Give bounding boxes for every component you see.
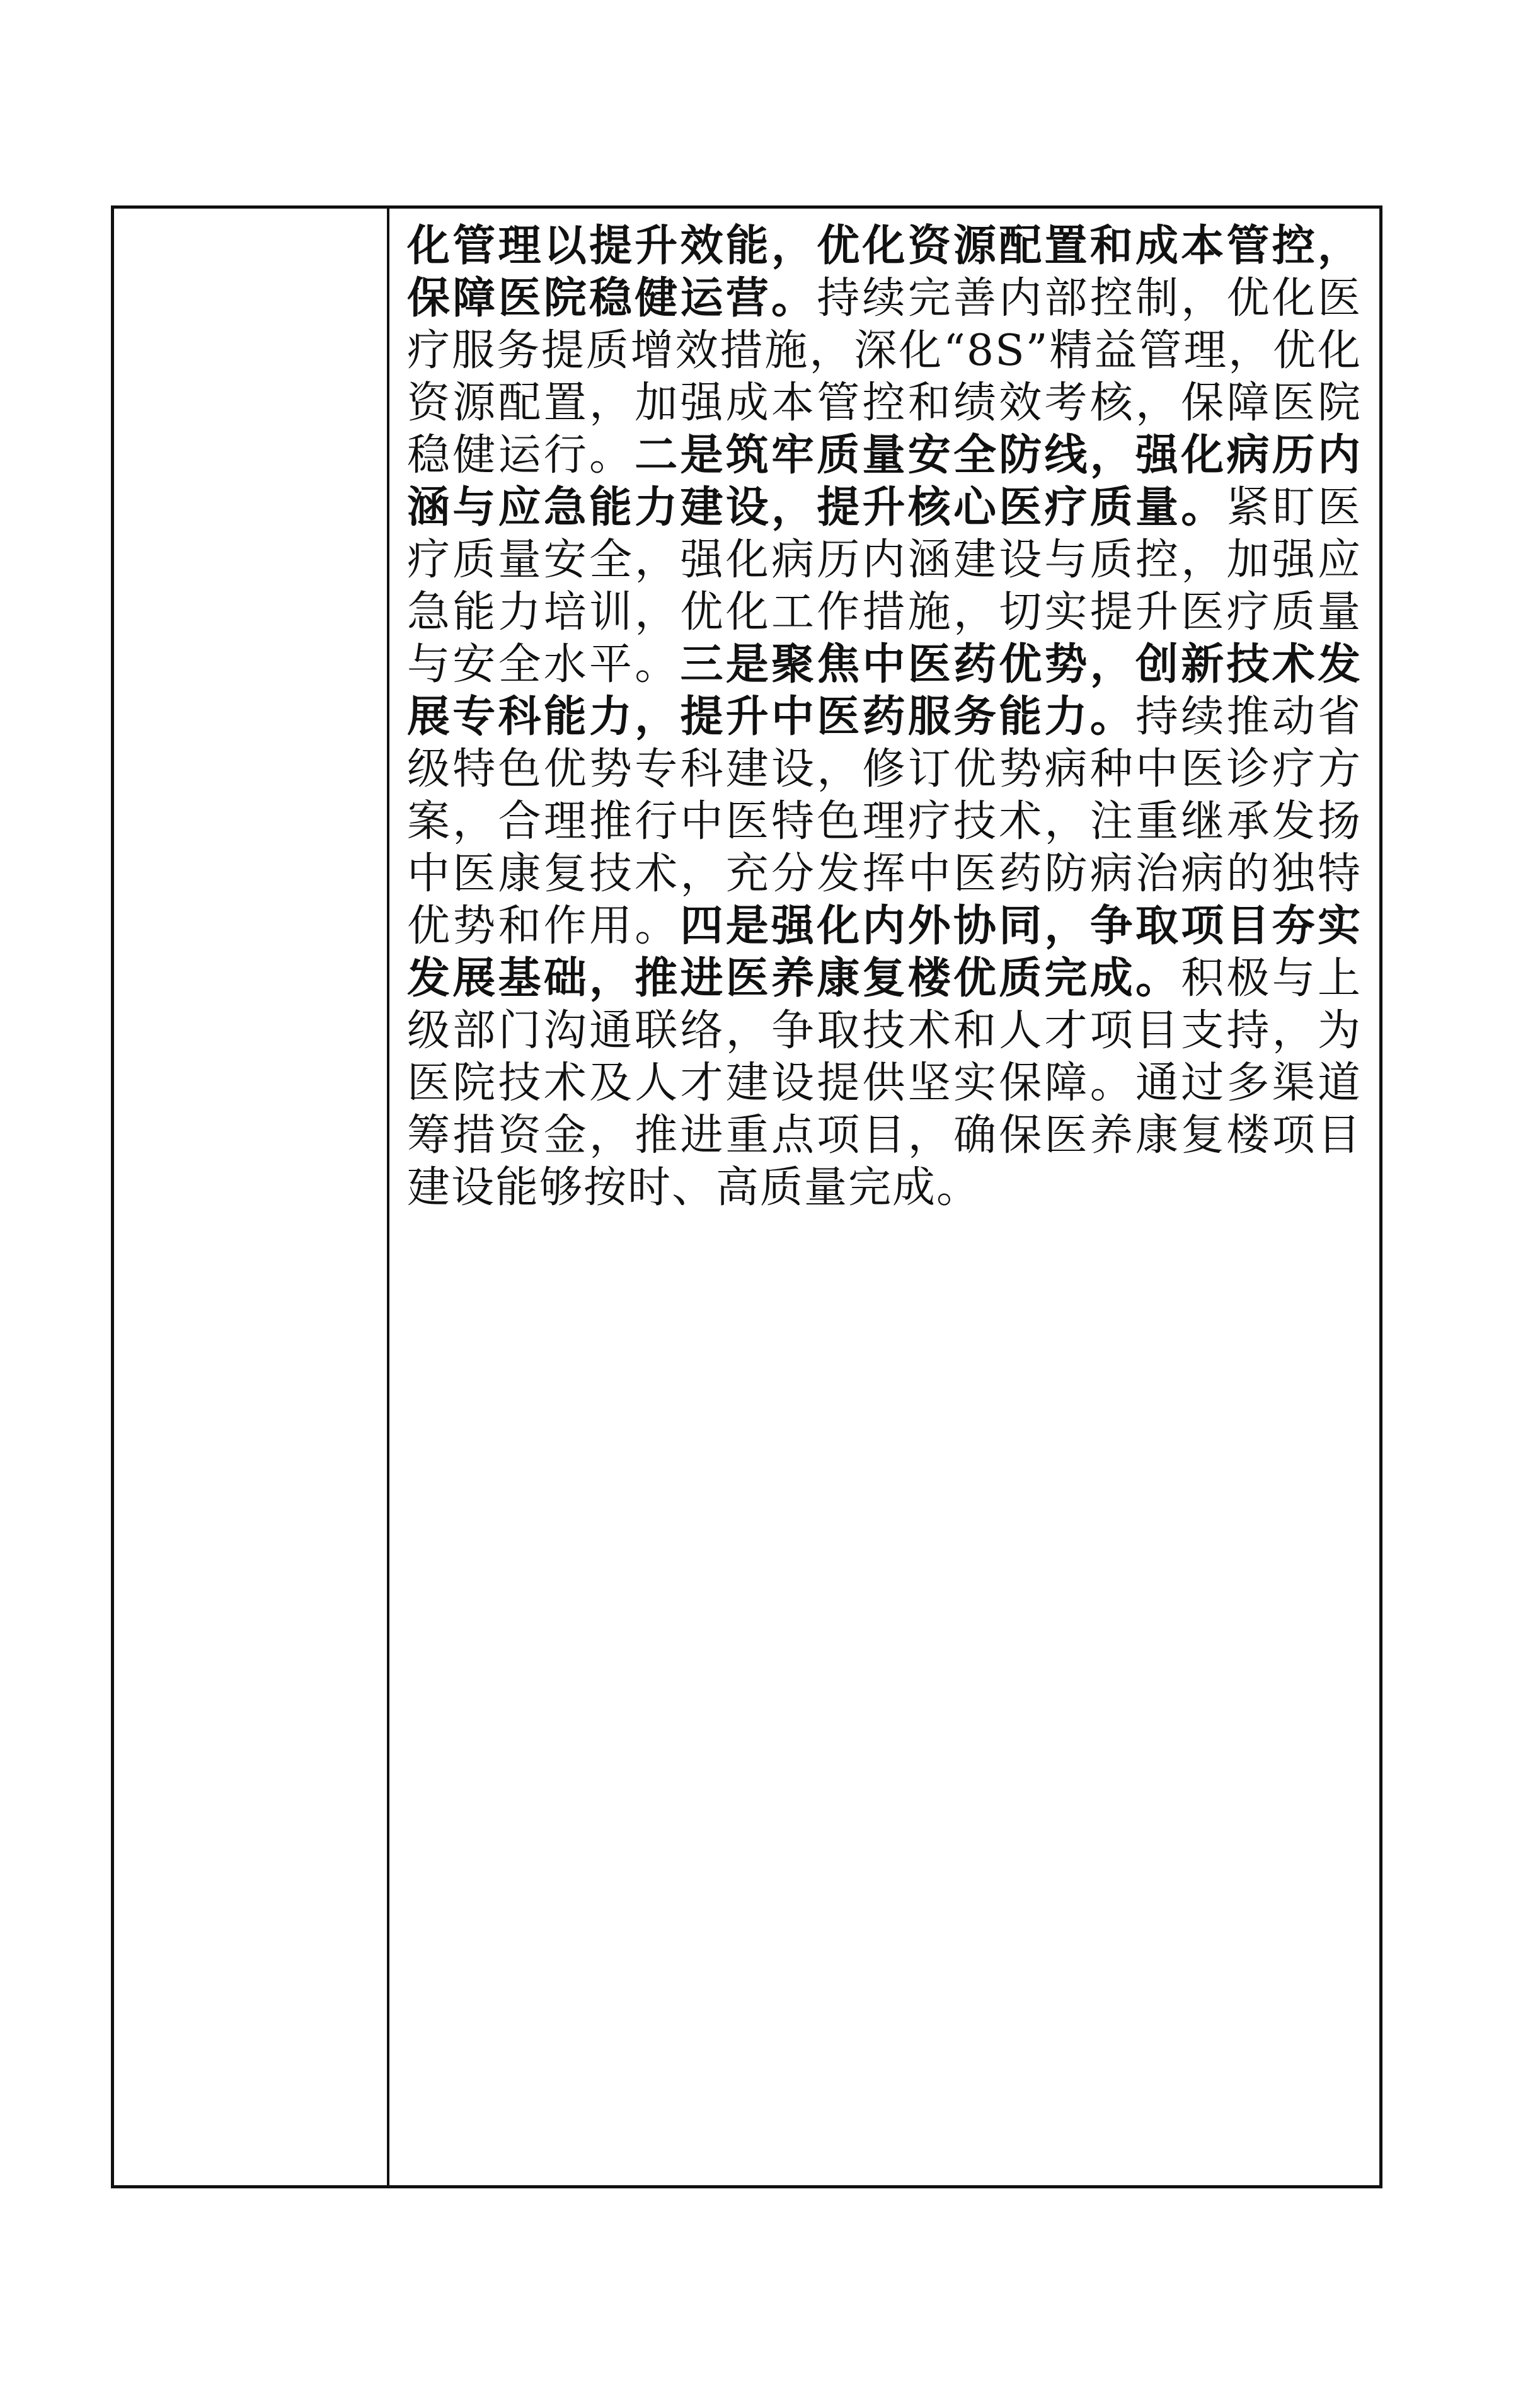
text-segment: 积极与上级部门沟通联络，争取技术和人才项目支持，为医院技术及人才建设提供坚实保障。通过多渠道筹措资金，推进重点项目，确保医养康复楼项目建设能够按时、高质量完成。 bbox=[407, 954, 1362, 1213]
body-paragraph bbox=[407, 220, 1362, 1214]
text-segment-bold: 二是筑牢质量安全防线，强化病历内涵与应急能力建设，提升核心医疗质量。 bbox=[407, 430, 1362, 533]
table-label-cell bbox=[114, 209, 389, 2185]
text-segment-bold: 化管理以提升效能，优化资源配置和成本管控，保障医院稳健运营。 bbox=[407, 221, 1362, 323]
text-segment: 持续推动省级特色优势专科建设，修订优势病种中医诊疗方案，合理推行中医特色理疗技术，注重继承发扬中医康复技术，充分发挥中医药防病治病的独特优势和作用。 bbox=[407, 692, 1362, 951]
text-segment-bold: 四是强化内外协同，争取项目夯实发展基础，推进医养康复楼优质完成。 bbox=[407, 901, 1362, 1003]
form-table bbox=[111, 205, 1382, 2188]
text-segment: 持续完善内部控制，优化医疗服务提质增效措施，深化“8S”精益管理，优化资源配置，加强成本管控和绩效考核，保障医院稳健运行。 bbox=[407, 274, 1362, 480]
text-segment: 紧盯医疗质量安全，强化病历内涵建设与质控，加强应急能力培训，优化工作措施，切实提升医疗质量与安全水平。 bbox=[407, 483, 1362, 690]
table-content-cell bbox=[389, 209, 1379, 2185]
text-segment-bold: 三是聚焦中医药优势，创新技术发展专科能力，提升中医药服务能力。 bbox=[407, 639, 1362, 742]
